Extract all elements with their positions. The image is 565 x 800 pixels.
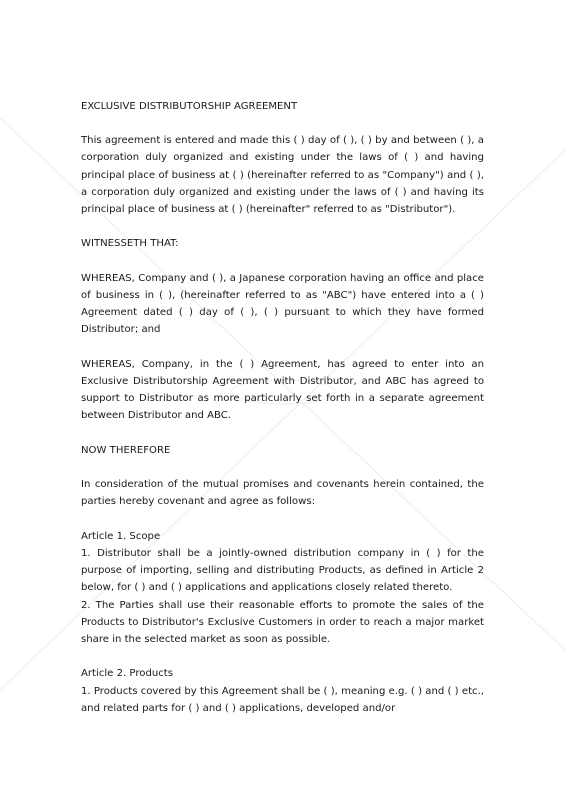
article-2-clause-1: 1. Products covered by this Agreement shall be ( ), meaning e.g. ( ) and ( ) etc., and related parts for ( ) and ( ) applications, developed and/or (81, 685, 484, 714)
consideration-paragraph: In consideration of the mutual promises and covenants herein contained, the parties hereby covenant and agree as follows: (81, 479, 484, 508)
document-title: EXCLUSIVE DISTRIBUTORSHIP AGREEMENT (81, 101, 298, 112)
document-page (81, 98, 484, 717)
now-therefore-heading: NOW THEREFORE (81, 444, 171, 456)
article-2-heading: Article 2. Products (81, 668, 174, 680)
article-1-clause-2: 2. The Parties shall use their reasonable efforts to promote the sales of the Products to Distributor's Exclusive Customers in order to reach a major market share in the selected market as soon as possible. (81, 599, 484, 645)
whereas-paragraph-2: WHEREAS, Company, in the ( ) Agreement, has agreed to enter into an Exclusive Distributorship Agreement with Distributor, and ABC has agreed to support to Distributor as more particularly set forth in a separate agreement between Distributor and ABC. (81, 358, 484, 422)
article-1-clause-1: 1. Distributor shall be a jointly-owned distribution company in ( ) for the purpose of importing, selling and distributing Products, as defined in Article 2 below, for ( ) and ( ) applications and applications closely related thereto. (81, 547, 484, 594)
article-1-heading: Article 1. Scope (81, 530, 161, 542)
witnesseth-heading: WITNESSETH THAT: (81, 238, 179, 250)
whereas-paragraph-1: WHEREAS, Company and ( ), a Japanese corporation having an office and place of business in ( ), (hereinafter referred to as "ABC") have entered into a ( ) Agreement dated ( ) day of ( ), ( ) pursuant to which they have formed Distributor; and (81, 272, 484, 336)
preamble-paragraph: This agreement is entered and made this ( ) day of ( ), ( ) by and between ( ), a corporation duly organized and existing under the laws of ( ) and having principal place of business at ( ) (hereinafter referred to as "Company") and ( ), a corporation duly organized and existing under the laws of ( ) and having its principal place of business at ( ) (hereinafter" referred to as "Distributor"). (81, 135, 484, 216)
